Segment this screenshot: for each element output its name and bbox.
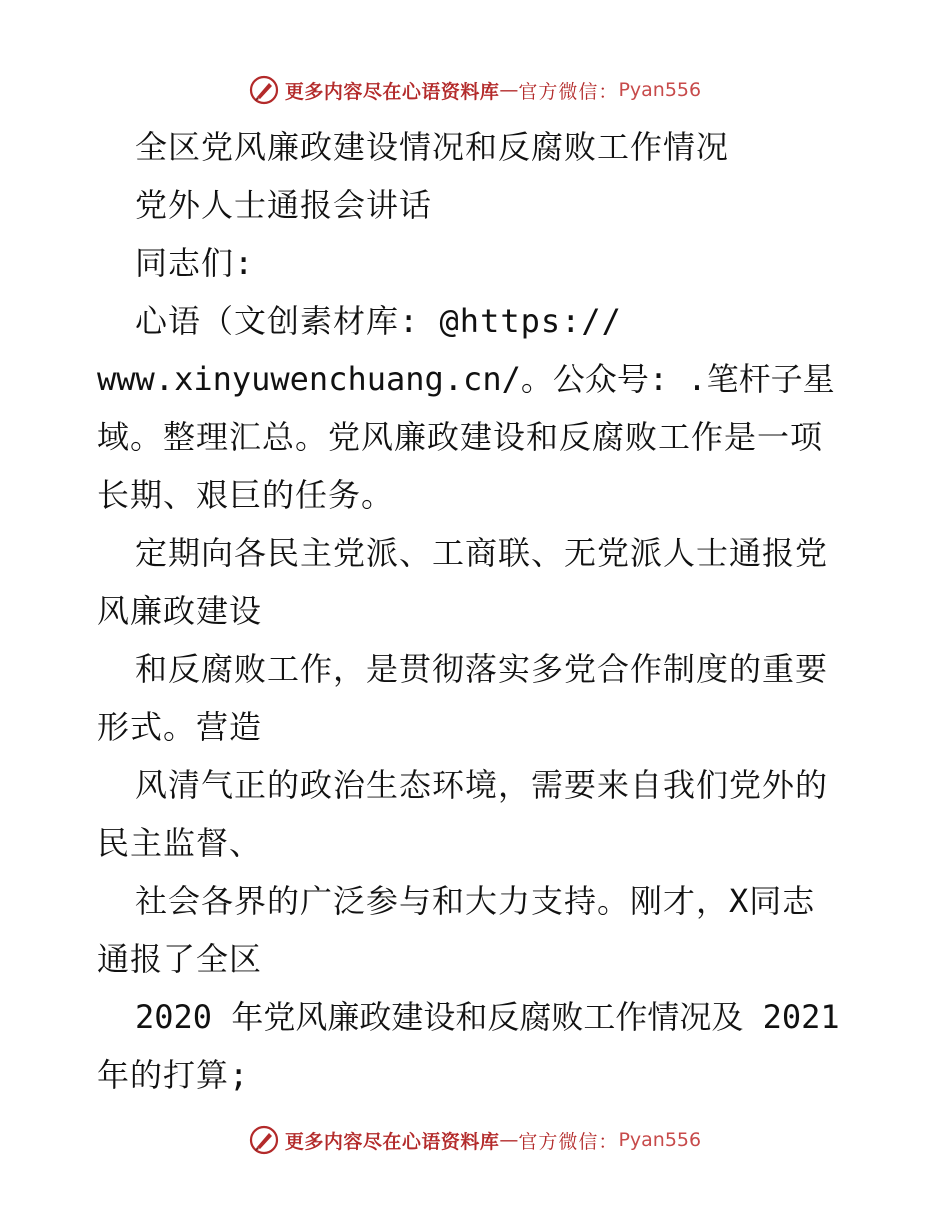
doc-line-3: 心语（文创素材库: @https:// — [135, 302, 622, 340]
header-wechat-label: 官方微信： — [518, 80, 619, 103]
footer-banner — [0, 1120, 950, 1160]
footer-separator: — — [499, 1129, 519, 1151]
doc-line-11: 风清气正的政治生态环境，需要来自我们党外的 — [135, 766, 829, 804]
doc-line-12: 民主监督、 — [97, 824, 263, 862]
document-body — [97, 118, 857, 1104]
doc-line-1: 党外人士通报会讲话 — [135, 186, 433, 224]
doc-line-4: www.xinyuwenchuang.cn/。公众号: .笔杆子星 — [97, 360, 835, 398]
doc-line-16: 年的打算; — [97, 1056, 250, 1094]
doc-line-14: 通报了全区 — [97, 940, 263, 978]
doc-line-9: 和反腐败工作，是贯彻落实多党合作制度的重要 — [135, 650, 829, 688]
header-separator: — — [499, 79, 519, 101]
header-wechat-handle: Pyan556 — [618, 79, 702, 101]
doc-line-10: 形式。营造 — [97, 708, 263, 746]
footer-brand: 更多内容尽在心语资料库 — [284, 1130, 500, 1153]
doc-line-7: 定期向各民主党派、工商联、无党派人士通报党 — [135, 534, 829, 572]
doc-line-5: 域。整理汇总。党风廉政建设和反腐败工作是一项 — [97, 418, 824, 456]
doc-line-8: 风廉政建设 — [97, 592, 263, 630]
footer-wechat-label: 官方微信： — [518, 1130, 619, 1153]
doc-line-6: 长期、艰巨的任务。 — [97, 476, 395, 514]
doc-line-2: 同志们: — [135, 244, 255, 282]
footer-wechat-handle: Pyan556 — [618, 1129, 702, 1151]
doc-line-13: 社会各界的广泛参与和大力支持。刚才，X同志 — [135, 882, 816, 920]
header-banner — [0, 70, 950, 110]
quill-logo-icon — [249, 1125, 279, 1155]
doc-line-15: 2020 年党风廉政建设和反腐败工作情况及 2021 — [135, 998, 840, 1036]
doc-line-0: 全区党风廉政建设情况和反腐败工作情况 — [135, 128, 730, 166]
header-brand: 更多内容尽在心语资料库 — [284, 80, 500, 103]
quill-logo-icon — [249, 75, 279, 105]
